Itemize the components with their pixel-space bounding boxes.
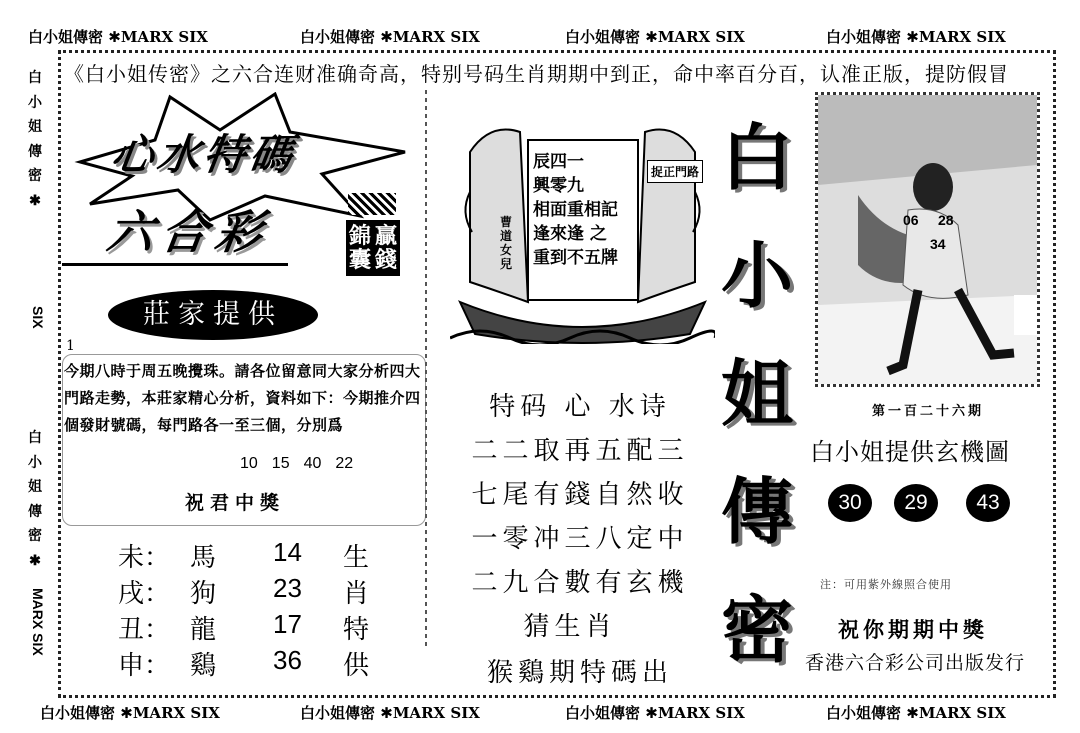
center-title-char: 密: [720, 587, 793, 672]
issue-number: 第一百二十六期: [872, 404, 985, 419]
header-bottom: [0, 702, 1080, 730]
poem-title: 特码 心 水诗: [489, 392, 671, 422]
header-item: 白小姐傳密 ✱MARX SIX: [300, 28, 480, 46]
number-ball: 43: [966, 484, 1010, 522]
lottery-name: 六合彩: [103, 205, 274, 259]
poem-line: 二二取再五配三: [471, 436, 689, 466]
header-item: 白小姐傳密 ✱MARX SIX: [565, 704, 745, 722]
boat-verse: 辰四一 興零九 相面重相記 逢來逢 之 重到不五牌: [533, 152, 618, 268]
side-label-marxsix: MARX SIX: [30, 588, 46, 656]
star-title: 心水特碼: [108, 130, 300, 179]
poem-line: 一零冲三八定中: [471, 524, 689, 554]
header-item: 白小姐傳密 ✱MARX SIX: [826, 28, 1006, 46]
poem-line: 七尾有錢自然收: [471, 480, 689, 510]
photo-number: 28: [938, 212, 954, 228]
center-title-char: 傳: [720, 469, 793, 554]
column-divider: [425, 90, 427, 650]
center-title-char: 姐: [720, 351, 793, 436]
provider-pill: 莊家提供: [108, 290, 318, 340]
number-ball: 29: [894, 484, 938, 522]
photo-number: 34: [930, 236, 946, 252]
header-item: 白小姐傳密 ✱MARX SIX: [300, 704, 480, 722]
seal-pattern: [348, 193, 396, 215]
divider: [62, 263, 288, 266]
notice-text: 今期八時于周五晚攪珠。請各位留意同大家分析四大門路走勢，本莊家精心分析，資料如下：今期推介四個發財號碼，每門路各一至三個，分別爲: [64, 362, 421, 434]
photo-figure: [818, 95, 1037, 384]
side-label-six: SIX: [30, 306, 46, 329]
publisher: 香港六合彩公司出版发行: [805, 652, 1026, 674]
header-item: 白小姐傳密 ✱MARX SIX: [40, 704, 220, 722]
poem-line: 二九合數有玄機: [471, 568, 689, 598]
recommended-numbers: 10 15 40 22: [240, 455, 354, 472]
wish-left: 祝君中獎: [185, 492, 286, 514]
boat-side-label: 曹道女兒: [500, 215, 513, 271]
mystery-title: 白小姐提供玄機圖: [810, 438, 1010, 466]
guess-label: 猜生肖: [523, 612, 617, 642]
notice-number: 1: [66, 338, 75, 354]
header-item: 白小姐傳密 ✱MARX SIX: [28, 28, 208, 46]
seal-left: 錦 囊: [346, 220, 374, 276]
number-ball: 30: [828, 484, 872, 522]
seal-right: 贏 錢: [372, 220, 400, 276]
uv-note: 注：可用紫外線照合使用: [820, 578, 952, 591]
photo-number: 06: [903, 212, 919, 228]
side-label-bottom: 白 小 姐 傳 密 ✱: [28, 430, 42, 569]
wish-right: 祝你期期中獎: [838, 617, 988, 642]
side-label-top: 白 小 姐 傳 密 ✱: [28, 70, 42, 209]
header-item: 白小姐傳密 ✱MARX SIX: [565, 28, 745, 46]
top-banner: 《白小姐传密》之六合连财准确奇高，特别号码生肖期期中到正，命中率百分百，认准正版，提防假冒: [64, 62, 1009, 86]
answer-line: 猴鷄期特碼出: [486, 658, 673, 688]
boat-tag: 捉正門路: [647, 160, 703, 183]
mystery-photo: [815, 92, 1040, 387]
center-title-char: 小: [720, 233, 793, 318]
header-item: 白小姐傳密 ✱MARX SIX: [826, 704, 1006, 722]
center-title-char: 白: [720, 115, 793, 200]
